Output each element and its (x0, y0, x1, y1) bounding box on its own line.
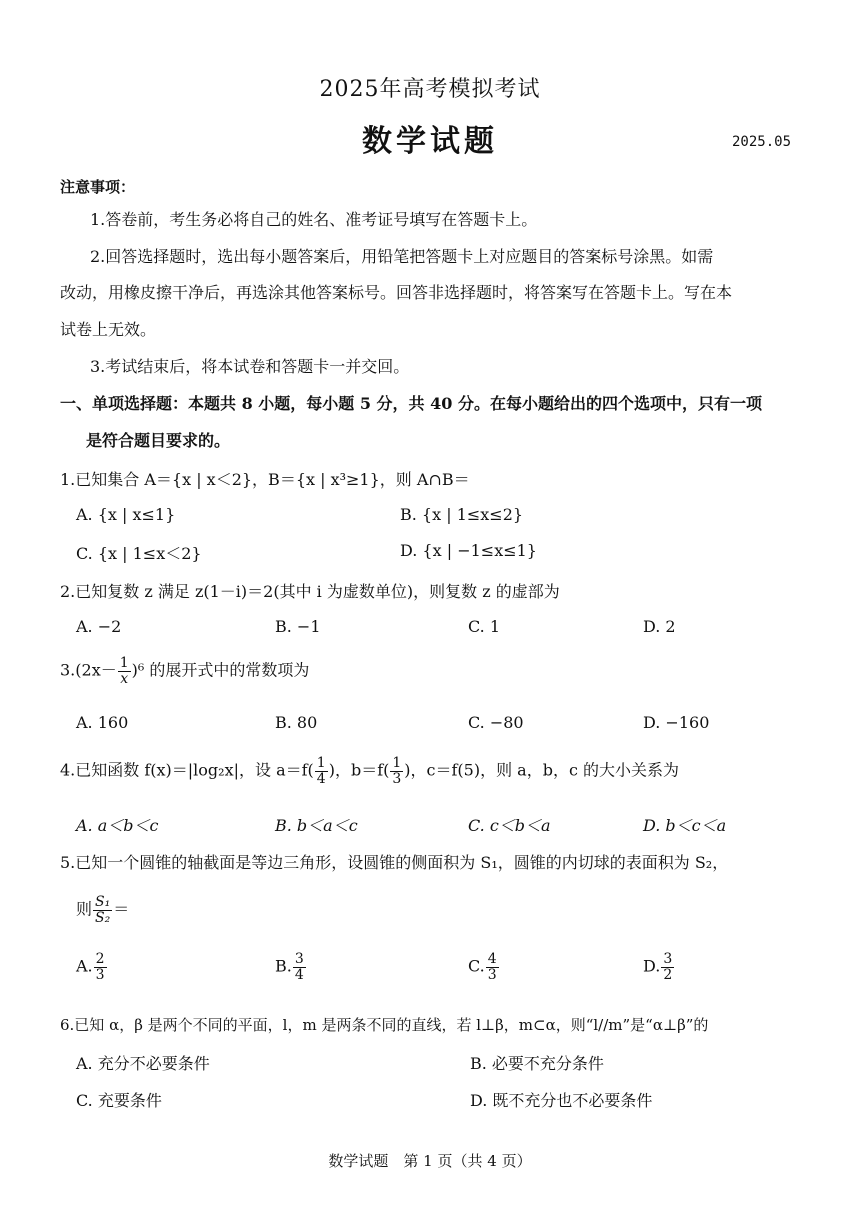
exam-date: 2025.05 (732, 134, 792, 150)
question-6-option-c: C. 充要条件 (76, 1091, 162, 1110)
question-2-option-d: D. 2 (643, 617, 676, 636)
question-5-option-b-denominator: 4 (294, 966, 304, 983)
question-5-option-b-label: B. (275, 956, 292, 976)
question-5-option-d-denominator: 2 (663, 966, 673, 983)
question-6-option-b: B. 必要不充分条件 (470, 1054, 604, 1073)
question-2-option-b: B. −1 (275, 617, 321, 636)
question-2-stem: 2.已知复数 z 满足 z(1－i)＝2(其中 i 为虚数单位)，则复数 z 的虚部为 (60, 582, 560, 601)
question-5-option-c-label: C. (468, 956, 485, 976)
question-5-option-b-numerator: 3 (294, 951, 304, 967)
question-3-option-b: B. 80 (275, 713, 318, 732)
question-3-option-d: D. −160 (643, 713, 710, 732)
question-5-option-d-label: D. (643, 956, 661, 976)
question-5-option-a-denominator: 3 (95, 966, 105, 983)
question-5-option-b-fraction (293, 952, 306, 982)
question-4-stem-part-3: )，c＝f(5)，则 a，b，c 的大小关系为 (404, 760, 680, 780)
notice-item-1: 1.答卷前，考生务必将自己的姓名、准考证号填写在答题卡上。 (90, 210, 538, 229)
question-5-stem: 5.已知一个圆锥的轴截面是等边三角形，设圆锥的侧面积为 S₁，圆锥的内切球的表面积为 S₂， (60, 853, 729, 872)
question-6-option-a: A. 充分不必要条件 (76, 1054, 210, 1073)
notice-item-3: 3.考试结束后，将本试卷和答题卡一并交回。 (90, 357, 410, 376)
question-5-option-b (275, 952, 307, 982)
question-2-option-c: C. 1 (468, 617, 501, 636)
notice-item-2-line-3: 试卷上无效。 (60, 320, 157, 339)
question-5-option-c-fraction (486, 952, 499, 982)
question-2-option-a: A. −2 (76, 617, 122, 636)
notice-item-2-line-2: 改动，用橡皮擦干净后，再选涂其他答案标号。回答非选择题时，将答案写在答题卡上。写在本 (60, 283, 733, 302)
question-6-option-d: D. 既不充分也不必要条件 (470, 1091, 653, 1110)
question-3-fraction (118, 656, 131, 686)
section-1-heading-line-1: 一、单项选择题：本题共 8 小题，每小题 5 分，共 40 分。在每小题给出的四个选项中，只有一项 (60, 394, 762, 413)
question-6-stem: 6.已知 α，β 是两个不同的平面，l，m 是两条不同的直线，若 l⊥β，m⊂α，则“l//m”是“α⊥β”的 (60, 1016, 709, 1034)
question-1-option-c: C. {x | 1≤x＜2} (76, 544, 202, 563)
question-4-option-a: A. a＜b＜c (76, 816, 159, 835)
question-5-option-c-numerator: 4 (487, 951, 497, 967)
question-3-fraction-denominator: x (120, 670, 129, 687)
question-4-option-c: C. c＜b＜a (468, 816, 551, 835)
question-3-fraction-numerator: 1 (119, 655, 129, 671)
question-1-option-d: D. {x | −1≤x≤1} (400, 541, 537, 560)
notice-item-2-line-1: 2.回答选择题时，选出每小题答案后，用铅笔把答题卡上对应题目的答案标号涂黑。如需 (90, 247, 714, 266)
question-5-ratio-suffix: ＝ (113, 899, 130, 919)
question-4-option-b: B. b＜a＜c (275, 816, 358, 835)
question-5-option-a-label: A. (76, 956, 93, 976)
question-4-fraction-b (390, 756, 403, 786)
question-5-option-d (643, 952, 675, 982)
question-5-ratio-prefix: 则 (76, 899, 93, 919)
question-4-fraction-b-denominator: 3 (392, 770, 402, 787)
question-1-option-b: B. {x | 1≤x≤2} (400, 505, 524, 524)
question-5-option-a-fraction (94, 952, 107, 982)
question-4-fraction-a (315, 756, 328, 786)
question-1-option-a: A. {x | x≤1} (76, 505, 176, 524)
question-3-option-c: C. −80 (468, 713, 524, 732)
page-footer: 数学试题 第 1 页（共 4 页） (328, 1152, 532, 1170)
question-5-ratio-numerator: S₁ (95, 894, 111, 910)
question-3-stem-suffix: )⁶ 的展开式中的常数项为 (131, 660, 310, 680)
subject-title: 数学试题 (362, 124, 498, 159)
question-3-stem (60, 656, 309, 686)
question-3-option-a: A. 160 (76, 713, 129, 732)
question-5-option-c-denominator: 3 (487, 966, 497, 983)
question-5-option-d-numerator: 3 (663, 951, 673, 967)
question-5-option-a (76, 952, 108, 982)
question-4-stem (60, 756, 679, 786)
question-4-fraction-b-numerator: 1 (392, 755, 402, 771)
question-5-option-c (468, 952, 500, 982)
question-4-fraction-a-numerator: 1 (316, 755, 326, 771)
question-3-stem-prefix: 3.(2x－ (60, 660, 117, 680)
question-5-ratio (76, 895, 129, 925)
question-5-option-a-numerator: 2 (95, 951, 105, 967)
question-5-option-d-fraction (661, 952, 674, 982)
exam-title: 2025年高考模拟考试 (319, 77, 541, 102)
question-4-fraction-a-denominator: 4 (316, 770, 326, 787)
question-5-ratio-fraction (93, 895, 112, 925)
question-4-stem-part-2: )，b＝f( (328, 760, 390, 780)
question-1-stem: 1.已知集合 A＝{x | x＜2}，B＝{x | x³≥1}，则 A∩B＝ (60, 470, 470, 489)
question-5-ratio-denominator: S₂ (95, 909, 111, 926)
notice-heading: 注意事项： (60, 178, 136, 196)
question-4-option-d: D. b＜c＜a (643, 816, 727, 835)
section-1-heading-line-2: 是符合题目要求的。 (86, 431, 231, 450)
question-4-stem-part-1: 4.已知函数 f(x)＝|log₂x|，设 a＝f( (60, 760, 314, 780)
